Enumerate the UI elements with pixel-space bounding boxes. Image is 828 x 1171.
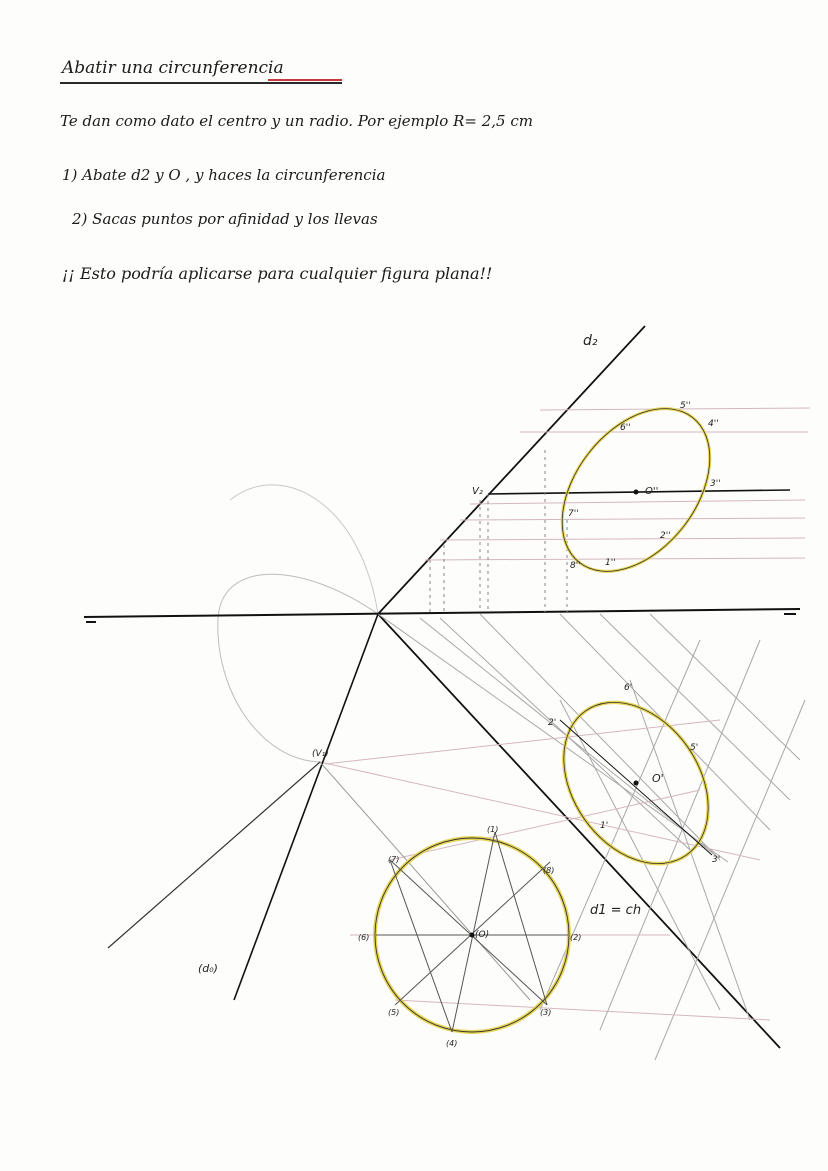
label-o1: O' [652,772,664,785]
label-5-2: 5'' [680,401,691,411]
label-2-1: 2' [548,718,557,728]
label-6-1: 6' [624,683,633,693]
label-r5: (5) [388,1008,400,1017]
construction-arc [218,574,378,762]
label-r8: (8) [543,866,555,875]
label-r3: (3) [540,1008,552,1017]
lower-construction-lines [378,614,805,1060]
rebatted-center [470,933,475,938]
label-r6: (6) [358,933,370,942]
label-2-2: 2'' [660,531,671,541]
label-5-1: 5' [690,743,699,753]
intro-text: Te dan como dato el centro y un radio. Por ejemplo R= 2,5 cm [60,112,533,130]
label-3-1: 3' [712,855,721,865]
label-rebatted-o: (O) [475,930,490,940]
trace-d0 [234,614,378,1000]
label-v1: (V₁) [312,749,329,759]
label-8-2: 8'' [570,561,581,571]
step-1-text: 1) Abate d2 y O , y haces la circunferencia [62,166,386,184]
upper-center [634,490,639,495]
upper-projectors [425,408,810,560]
label-d0: (d₀) [198,962,218,975]
label-7-2: 7'' [568,509,579,519]
label-1-1: 1' [600,821,609,831]
label-3-2: 3'' [710,479,721,489]
label-4-2: 4'' [708,419,719,429]
label-d1-ch: d1 = ch [590,903,642,918]
label-r2: (2) [570,933,582,942]
step-2-text: 2) Sacas puntos por afinidad y los llevas [72,210,378,228]
vertical-projectors [430,450,567,612]
label-d2: d₂ [583,333,598,349]
label-v2: V₂ [472,486,483,497]
label-1-2: 1'' [605,558,616,568]
page-title: Abatir una circunferencia [62,58,284,78]
construction-arc-upper [230,485,378,614]
label-r4: (4) [446,1039,458,1048]
ellipse-center [634,781,639,786]
circle-diameters [376,832,568,1032]
ground-line [84,609,800,617]
label-r7: (7) [388,855,400,864]
label-r1: (1) [487,825,499,834]
trace-d1 [378,614,780,1048]
note-text: ¡¡ Esto podría aplicarse para cualquier figura plana!! [62,264,493,283]
horizontal-v2 [488,490,790,494]
label-6-2: 6'' [620,423,631,433]
label-o2: O'' [645,486,659,497]
